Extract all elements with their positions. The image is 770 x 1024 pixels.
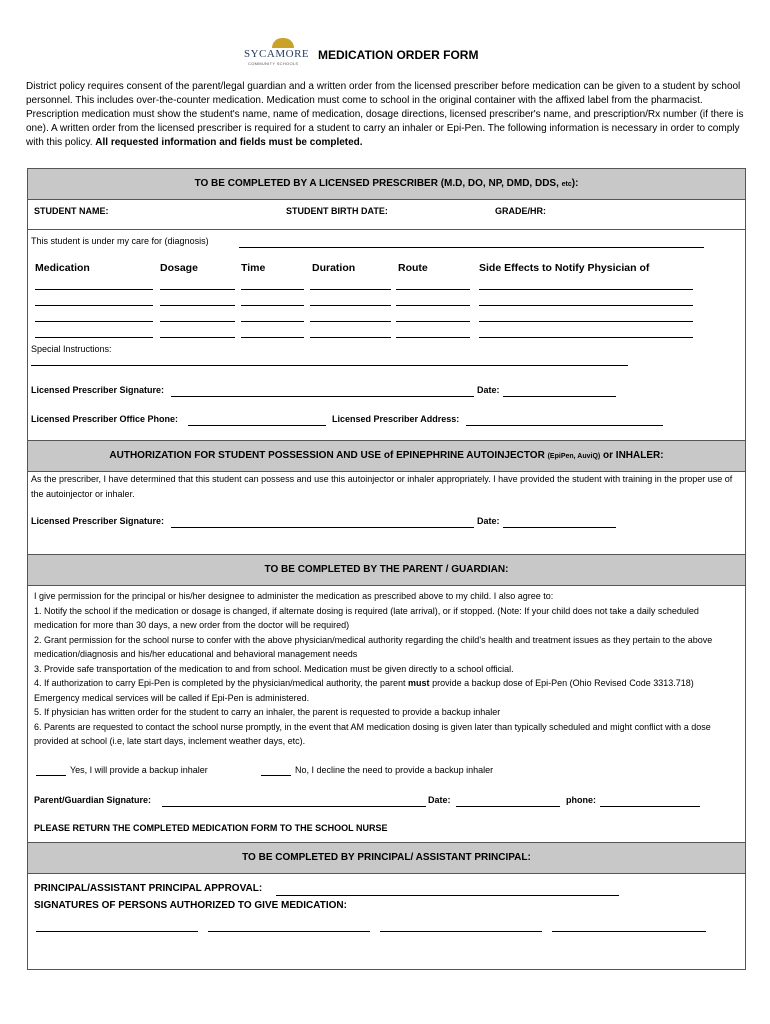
prescriber-date-field[interactable] — [503, 396, 616, 397]
parent-item-4-rest: provide a backup dose of Epi-Pen (Ohio Revised Code 3313.718) Emergency medical services will be called if Epi-Pen is administered. — [34, 678, 694, 703]
parent-item-1: 1. Notify the school if the medication or dosage is changed, if alternate dosing is required (late arrival), or if stopped. (Note: If your child does not take a daily scheduled medication for more than 30 days, a new order from the doctor will be required) — [34, 605, 699, 630]
parent-date-label: Date: — [428, 795, 451, 805]
time-field[interactable] — [241, 289, 304, 290]
parent-item-4-must: must — [408, 678, 430, 688]
intro-bold-note: All requested information and fields must be completed. — [95, 137, 363, 148]
prescriber-signature-label: Licensed Prescriber Signature: — [31, 385, 165, 395]
prescriber-phone-label: Licensed Prescriber Office Phone: — [31, 414, 179, 424]
form-header — [0, 38, 770, 72]
no-backup-inhaler-field[interactable] — [261, 775, 291, 776]
prescriber-band — [28, 169, 745, 200]
col-route: Route — [398, 262, 428, 274]
duration-field[interactable] — [310, 305, 391, 306]
medication-field[interactable] — [35, 337, 153, 338]
auth-signature-label: Licensed Prescriber Signature: — [31, 516, 165, 526]
time-field[interactable] — [241, 321, 304, 322]
yes-backup-inhaler-label: Yes, I will provide a backup inhaler — [70, 765, 208, 775]
parent-item-3: 3. Provide safe transportation of the medication to and from school. Medication must be given directly to a school official. — [34, 663, 514, 674]
auth-date-field[interactable] — [503, 527, 616, 528]
parent-signature-field[interactable] — [162, 806, 426, 807]
sun-icon — [272, 38, 294, 48]
sycamore-logo — [244, 38, 312, 72]
no-backup-inhaler-label: No, I decline the need to provide a backup inhaler — [295, 765, 494, 775]
parent-agreement — [34, 589, 739, 749]
authorized-signature-field[interactable] — [380, 931, 542, 932]
side-effects-field[interactable] — [479, 337, 693, 338]
medication-field[interactable] — [35, 289, 153, 290]
birth-date-label: STUDENT BIRTH DATE: — [286, 206, 388, 216]
prescriber-signature-field[interactable] — [171, 396, 474, 397]
route-field[interactable] — [396, 337, 470, 338]
intro-text: District policy requires consent of the parent/legal guardian and a written order from the licensed prescriber before medication can be given to a student by school personnel. This includes over-the-counter medication. Medication must come to school in the original container with the affixed label from the pharmacist. Prescription medication must show the student's name, name of medication, dosage directions, licensed prescriber's name, and prescription/Rx number (if there is one). A written order from the licensed prescriber is required for a student to carry an inhaler or Epi-Pen. The following information is necessary in order to comply with this policy. — [26, 81, 744, 148]
form-title: MEDICATION ORDER FORM — [318, 48, 479, 62]
authorized-signature-field[interactable] — [208, 931, 370, 932]
col-medication: Medication — [35, 262, 90, 274]
parent-item-6: 6. Parents are requested to contact the school nurse promptly, in the event that AM medication dosing is given later than typically scheduled and might conflict with a dose provided at school (i.e, late start days, inclement weather days, etc). — [34, 721, 711, 746]
medication-field[interactable] — [35, 305, 153, 306]
col-time: Time — [241, 262, 266, 274]
principal-section — [27, 842, 746, 970]
side-effects-field[interactable] — [479, 305, 693, 306]
medication-field[interactable] — [35, 321, 153, 322]
duration-field[interactable] — [310, 321, 391, 322]
prescriber-band-text: TO BE COMPLETED BY A LICENSED PRESCRIBER (M.D, DO, NP, DMD, DDS, — [194, 178, 559, 189]
diagnosis-label: This student is under my care for (diagnosis) — [31, 236, 209, 246]
authorization-section — [27, 440, 746, 559]
parent-signature-label: Parent/Guardian Signature: — [34, 795, 152, 805]
route-field[interactable] — [396, 305, 470, 306]
auth-date-label: Date: — [477, 516, 500, 526]
dosage-field[interactable] — [160, 305, 235, 306]
prescriber-section — [27, 168, 746, 442]
duration-field[interactable] — [310, 337, 391, 338]
side-effects-field[interactable] — [479, 321, 693, 322]
time-field[interactable] — [241, 337, 304, 338]
divider — [28, 229, 745, 230]
parent-intro: I give permission for the principal or his/her designee to administer the medication as prescribed above to my child. I also agree to: — [34, 591, 554, 601]
parent-item-4-text: 4. If authorization to carry Epi-Pen is completed by the physician/medical authority, the parent — [34, 678, 406, 688]
authorized-signature-field[interactable] — [552, 931, 706, 932]
parent-section — [27, 554, 746, 844]
col-side-effects: Side Effects to Notify Physician of — [479, 262, 650, 274]
auth-signature-field[interactable] — [171, 527, 474, 528]
dosage-field[interactable] — [160, 337, 235, 338]
grade-label: GRADE/HR: — [495, 206, 546, 216]
principal-band: TO BE COMPLETED BY PRINCIPAL/ ASSISTANT PRINCIPAL: — [28, 843, 745, 874]
parent-item-2: 2. Grant permission for the school nurse to confer with the above physician/medical authority regarding the child’s health and treatment issues as they pertain to the above medication/diagnosis and his/her educational and behavioral management needs — [34, 634, 713, 659]
diagnosis-field[interactable] — [239, 247, 704, 248]
route-field[interactable] — [396, 289, 470, 290]
prescriber-phone-field[interactable] — [188, 425, 326, 426]
authorization-band-text: AUTHORIZATION FOR STUDENT POSSESSION AND USE of EPINEPHRINE AUTOINJECTOR — [109, 450, 545, 461]
parent-phone-field[interactable] — [600, 806, 700, 807]
authorization-text: As the prescriber, I have determined that this student can possess and use this autoinjector or inhaler appropriately. I have provided the student with training in the proper use of the autoinjector or inhaler. — [31, 474, 733, 499]
duration-field[interactable] — [310, 289, 391, 290]
authorization-band-end: or INHALER: — [603, 450, 664, 461]
logo-wordmark: SYCAMORE — [244, 48, 310, 60]
col-dosage: Dosage — [160, 262, 198, 274]
parent-band: TO BE COMPLETED BY THE PARENT / GUARDIAN: — [28, 555, 745, 586]
student-name-label: STUDENT NAME: — [34, 206, 109, 216]
return-instructions: PLEASE RETURN THE COMPLETED MEDICATION FORM TO THE SCHOOL NURSE — [34, 823, 388, 833]
prescriber-address-field[interactable] — [466, 425, 663, 426]
prescriber-address-label: Licensed Prescriber Address: — [332, 414, 460, 424]
special-instructions-label: Special Instructions: — [31, 344, 112, 354]
intro-paragraph — [26, 80, 746, 150]
special-instructions-field[interactable] — [31, 365, 628, 366]
parent-item-5: 5. If physician has written order for the student to carry an inhaler, the parent is requested to provide a backup inhaler — [34, 707, 501, 717]
dosage-field[interactable] — [160, 321, 235, 322]
route-field[interactable] — [396, 321, 470, 322]
prescriber-date-label: Date: — [477, 385, 500, 395]
prescriber-band-end: ): — [571, 178, 579, 189]
time-field[interactable] — [241, 305, 304, 306]
dosage-field[interactable] — [160, 289, 235, 290]
authorized-signature-field[interactable] — [36, 931, 198, 932]
principal-approval-field[interactable] — [276, 895, 619, 896]
authorized-signatures-label: SIGNATURES OF PERSONS AUTHORIZED TO GIVE MEDICATION: — [34, 900, 347, 911]
logo-subtitle: COMMUNITY SCHOOLS — [248, 61, 299, 66]
yes-backup-inhaler-field[interactable] — [36, 775, 66, 776]
side-effects-field[interactable] — [479, 289, 693, 290]
authorization-band-brands: (EpiPen, AuviQ) — [547, 453, 601, 460]
principal-approval-label: PRINCIPAL/ASSISTANT PRINCIPAL APPROVAL: — [34, 883, 263, 894]
parent-phone-label: phone: — [566, 795, 596, 805]
parent-item-4 — [34, 676, 739, 705]
parent-date-field[interactable] — [456, 806, 560, 807]
col-duration: Duration — [312, 262, 356, 274]
prescriber-band-etc: etc — [561, 181, 572, 188]
authorization-band — [28, 441, 745, 472]
